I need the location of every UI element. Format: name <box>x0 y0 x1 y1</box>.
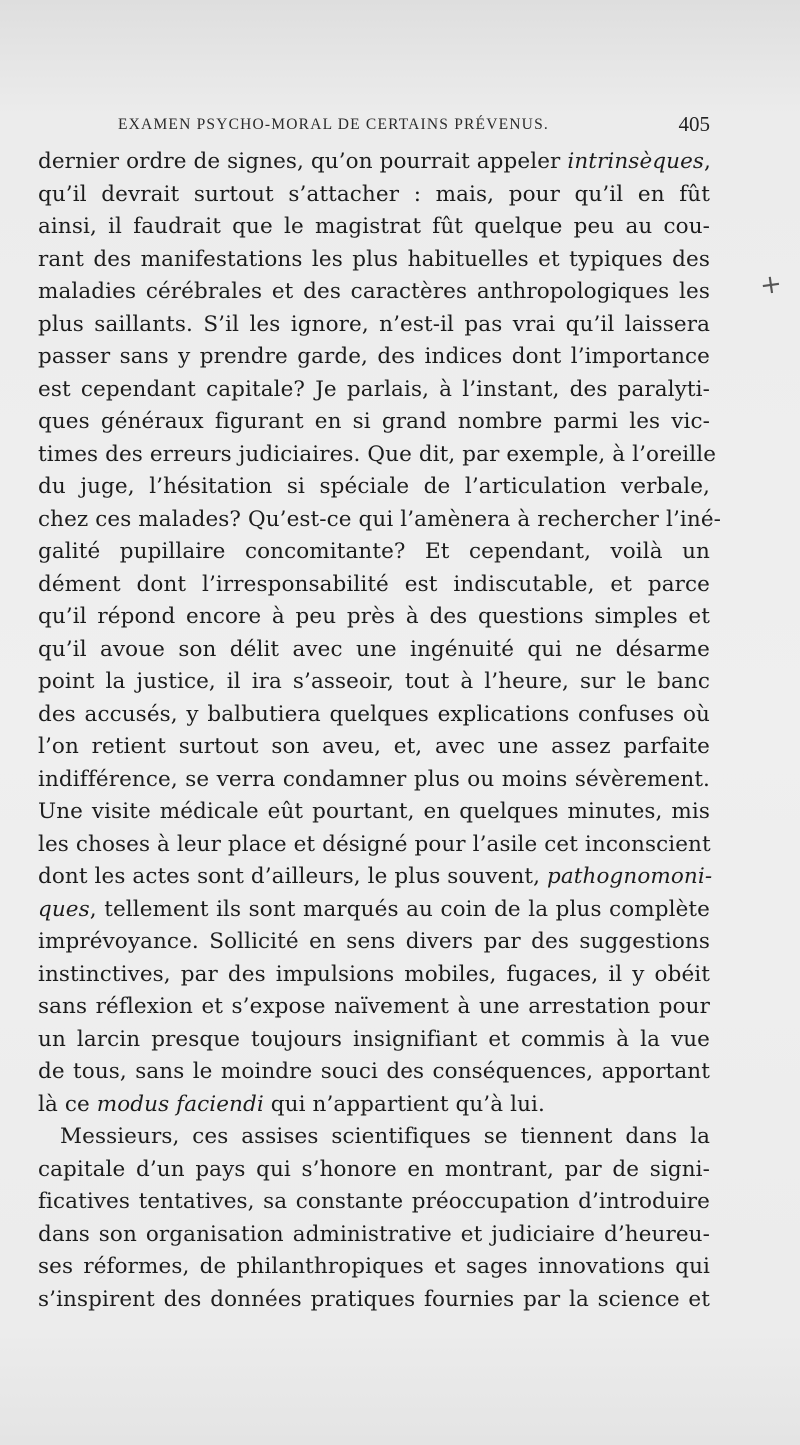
text-line <box>38 1024 710 1057</box>
italic-term: modus faciendi <box>96 1091 264 1117</box>
page-number: 405 <box>678 112 710 136</box>
text-segment: rant des manifestations les plus habituelles et typiques des <box>38 246 710 272</box>
text-line <box>38 601 710 634</box>
running-title: EXAMEN PSYCHO-MORAL DE CERTAINS PRÉVENUS. <box>118 116 549 133</box>
italic-term: pathognomoni- <box>547 864 713 889</box>
text-segment: un larcin presque toujours insignifiant et commis à la vue <box>38 1026 710 1052</box>
text-segment: ses réformes, de philanthropiques et sages innovations qui <box>38 1254 710 1279</box>
text-segment: du juge, l’hésitation si spéciale de l’articulation verbale, <box>38 474 710 499</box>
text-segment: dernier ordre de signes, qu’on pourrait appeler <box>38 149 568 174</box>
text-line <box>38 926 710 959</box>
text-segment: passer sans y prendre garde, des indices dont l’importance <box>38 344 710 369</box>
text-line <box>38 1186 710 1219</box>
text-segment: dément dont l’irresponsabilité est indiscutable, et parce <box>38 571 710 597</box>
text-segment: capitale d’un pays qui s’honore en montrant, par de signi- <box>38 1156 710 1182</box>
text-line <box>38 406 710 439</box>
text-line <box>38 1219 710 1252</box>
text-segment: point la justice, il ira s’asseoir, tout à l’heure, sur le banc <box>38 669 710 694</box>
text-segment: qu’il avoue son délit avec une ingénuité qui ne désarme <box>38 636 710 662</box>
text-segment: ainsi, il faudrait que le magistrat fût quelque peu au cou- <box>38 214 710 239</box>
text-line <box>38 309 710 342</box>
text-line <box>38 504 722 537</box>
margin-annotation: + <box>758 268 784 302</box>
text-line <box>38 699 710 732</box>
text-segment: times des erreurs judiciaires. Que dit, par exemple, à l’oreille <box>38 441 717 467</box>
text-line <box>38 991 710 1024</box>
text-segment: , tellement ils sont marqués au coin de la plus complète <box>89 896 710 922</box>
text-line <box>38 1154 710 1187</box>
text-segment: qu’il répond encore à peu près à des questions simples et <box>38 604 710 629</box>
italic-term: intrinsèques <box>567 149 705 174</box>
text-segment: dont les actes sont d’ailleurs, le plus souvent, <box>38 864 548 889</box>
text-segment: s’inspirent des données pratiques fournies par la science et <box>38 1286 710 1312</box>
text-segment: qu’il devrait surtout s’attacher : mais, pour qu’il en fût <box>38 181 710 207</box>
text-line <box>38 959 710 992</box>
text-segment: Une visite médicale eût pourtant, en quelques minutes, mis <box>38 799 710 824</box>
text-line <box>38 276 710 309</box>
text-segment: maladies cérébrales et des caractères anthropologiques les <box>38 279 710 304</box>
text-line <box>38 471 710 504</box>
text-segment: Messieurs, ces assises scientifiques se tiennent dans la <box>60 1124 710 1149</box>
text-line <box>38 666 710 699</box>
text-segment: plus saillants. S’il les ignore, n’est-il pas vrai qu’il laissera <box>38 311 710 337</box>
text-line <box>38 829 710 862</box>
text-segment: dans son organisation administrative et judiciaire d’heureu- <box>38 1221 710 1247</box>
text-segment: l’on retient surtout son aveu, et, avec une assez parfaite <box>38 734 710 759</box>
text-line <box>38 374 710 407</box>
text-line <box>38 731 710 764</box>
text-line <box>38 1251 710 1284</box>
text-line <box>38 179 710 212</box>
text-line <box>38 796 710 829</box>
body-text <box>38 146 722 1316</box>
text-line <box>38 569 710 602</box>
text-line <box>38 1121 710 1154</box>
text-segment: imprévoyance. Sollicité en sens divers par des suggestions <box>38 929 710 954</box>
text-segment: indifférence, se verra condamner plus ou moins sévèrement. <box>38 766 710 792</box>
text-segment: qui n’appartient qu’à lui. <box>263 1091 545 1117</box>
text-line <box>38 861 713 894</box>
text-segment: sans réflexion et s’expose naïvement à une arrestation pour <box>38 994 710 1019</box>
text-segment: instinctives, par des impulsions mobiles, fugaces, il y obéit <box>38 961 710 987</box>
text-line <box>38 536 710 569</box>
text-segment: ques généraux figurant en si grand nombre parmi les vic- <box>38 409 710 434</box>
text-segment: ficatives tentatives, sa constante préoccupation d’introduire <box>38 1189 710 1214</box>
italic-term: ques <box>38 896 90 922</box>
text-line <box>38 764 710 797</box>
text-line <box>38 634 710 667</box>
text-segment: galité pupillaire concomitante? Et cependant, voilà un <box>38 539 710 564</box>
text-line <box>38 1056 710 1089</box>
text-line <box>38 1089 710 1122</box>
text-segment: des accusés, y balbutiera quelques explications confuses où <box>38 701 710 727</box>
text-line <box>38 341 710 374</box>
text-segment: est cependant capitale? Je parlais, à l’instant, des paralyti- <box>38 376 710 402</box>
running-head <box>38 112 710 140</box>
text-line <box>38 894 710 927</box>
text-line <box>38 244 710 277</box>
text-segment: les choses à leur place et désigné pour l’asile cet inconscient <box>38 831 711 857</box>
text-segment: chez ces malades? Qu’est-ce qui l’amènera à rechercher l’iné- <box>38 506 722 532</box>
text-line <box>38 439 717 472</box>
text-line <box>38 146 710 179</box>
text-line <box>38 211 710 244</box>
text-segment: là ce <box>38 1091 97 1117</box>
text-segment: , <box>704 149 711 174</box>
text-line <box>38 1284 710 1317</box>
text-segment: de tous, sans le moindre souci des conséquences, apportant <box>38 1059 710 1084</box>
